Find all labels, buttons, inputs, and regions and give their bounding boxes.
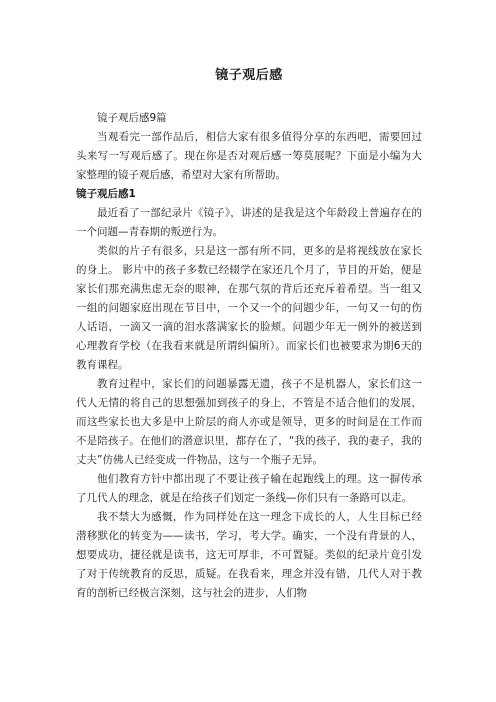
document-title: 镜子观后感 [215, 68, 283, 83]
section-heading: 镜子观后感1 [76, 188, 136, 200]
body-paragraph: 教育过程中，家长们的问题暴露无遗，孩子不是机器人，家长们这一代人无情的将自己的思想强加到孩子的身上，不管是不适合他们的发展，而这些家长也大多是中上阶层的商人亦或是领导，更多的时间是在工作而不是陪孩子。在他们的潜意识里，都存在了，“我的孩子，我的妻子，我的丈夫”仿佛人已经变成一件物品，这与一个瓶子无异。 [76, 378, 422, 466]
body-paragraph: 我不禁大为感慨，作为同样处在这一理念下成长的人，人生目标已经潜移默化的转变为——读书，学习，考大学。确实，一个没有背景的人，想要成功，捷径就是读书，这无可厚非，不可置疑。类似的纪录片竟引发了对于传统教育的反思，质疑。在我看来，理念并没有错，几代人对于教育的剖析已经极言深刻，这与社会的进步，人们物 [76, 511, 422, 599]
intro-paragraph: 当观看完一部作品后，相信大家有很多值得分享的东西吧，需要回过头来写一写观后感了。现在你是否对观后感一筹莫展呢？下面是小编为大家整理的镜子观后感，希望对大家有所帮助。 [76, 131, 422, 181]
body-paragraph: 最近看了一部纪录片《镜子》，讲述的是我是这个年龄段上普遍存在的一个问题—青春期的叛逆行为。 [76, 207, 422, 238]
document-subtitle: 镜子观后感9篇 [97, 112, 167, 124]
body-paragraph: 类似的片子有很多，只是这一部有所不同，更多的是将视线放在家长的身上。 影片中的孩子多数已经辍学在家还几个月了，节目的开始，便是家长们那充满焦虑无奈的眼神，在那气氛的背后还充斥着希望。当一组又一组的问题家庭出现在节目中，一个又一个的问题少年，一句又一句的伤人话语，一滴又一滴的泪水落满家长的脸颊。问题少年无一例外的被送到心理教育学校（在我看来就是所谓纠偏所）。而家长们也被要求为期6天的教育课程。 [76, 245, 422, 371]
body-paragraph: 他们教育方针中都出现了不要让孩子输在起跑线上的理。这一摒传承了几代人的理念，就是在给孩子们划定一条线—你们只有一条路可以走。 [76, 473, 422, 504]
